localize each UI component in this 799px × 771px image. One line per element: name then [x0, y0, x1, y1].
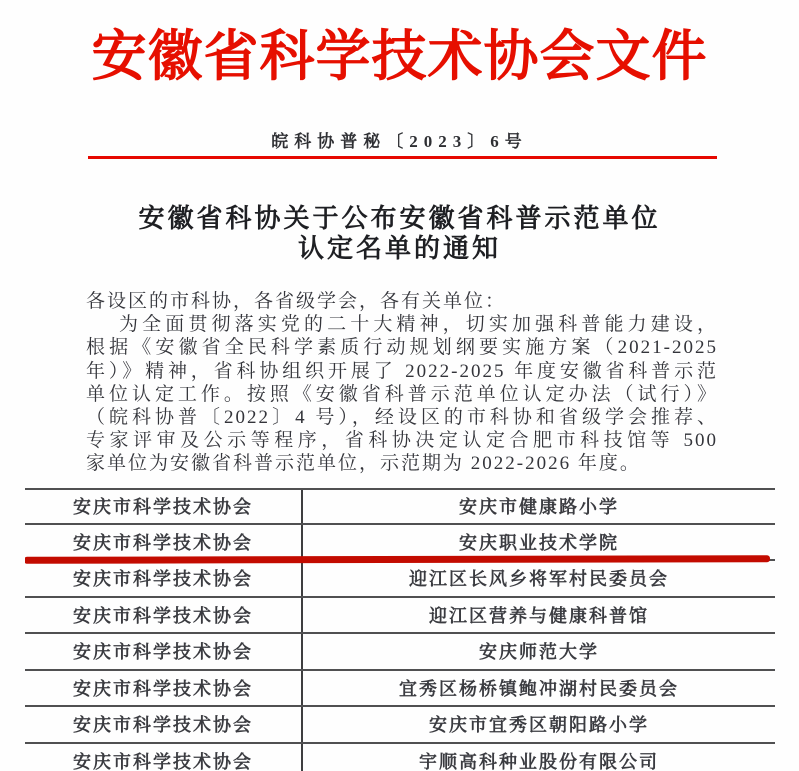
- table-cell-unit: 安庆市宜秀区朝阳路小学: [429, 715, 649, 736]
- table-cell-org: 安庆市科学技术协会: [25, 634, 303, 669]
- table-cell-org: 安庆市科学技术协会: [25, 707, 303, 742]
- letterhead-red-rule: [88, 156, 717, 159]
- body-line: （皖科协普〔2022〕4 号），经设区的市科协和省级学会推荐、: [86, 407, 718, 429]
- table-row: [25, 488, 775, 525]
- unit-table: [25, 488, 775, 771]
- notice-body: [86, 290, 718, 476]
- notice-title-line2: 认定名单的通知: [297, 234, 501, 263]
- table-cell-org: 安庆市科学技术协会: [25, 525, 303, 560]
- table-cell-org: 安庆市科学技术协会: [25, 671, 303, 706]
- body-line: 根据《安徽省全民科学素质行动规划纲要实施方案（2021-2025: [86, 337, 718, 359]
- table-cell-unit: 宇顺高科种业股份有限公司: [419, 751, 659, 771]
- table-row: [25, 744, 775, 771]
- table-row: [25, 671, 775, 708]
- letterhead-title: 安徽省科学技术协会文件: [91, 26, 708, 87]
- table-cell-org: 安庆市科学技术协会: [25, 490, 303, 523]
- table-cell-unit: 安庆职业技术学院: [459, 532, 619, 553]
- table-row: [25, 634, 775, 671]
- table-cell-unit: 迎江区长风乡将军村民委员会: [409, 569, 669, 590]
- table-cell-unit: 宜秀区杨桥镇鲍冲湖村民委员会: [399, 678, 679, 699]
- table-cell-org: 安庆市科学技术协会: [25, 744, 303, 771]
- table-cell-unit: 安庆师范大学: [479, 642, 599, 663]
- body-line: 为全面贯彻落实党的二十大精神，切实加强科普能力建设，: [119, 314, 718, 336]
- notice-title-line1: 安徽省科协关于公布安徽省科普示范单位: [138, 204, 661, 233]
- table-row: [25, 707, 775, 744]
- table-cell-org: 安庆市科学技术协会: [25, 561, 303, 596]
- table-row: [25, 598, 775, 635]
- body-salutation: 各设区的市科协，各省级学会，各有关单位：: [86, 291, 507, 312]
- notice-title: [0, 204, 799, 264]
- table-cell-org: 安庆市科学技术协会: [25, 598, 303, 633]
- body-line: 专家评审及公示等程序，省科协决定认定合肥市科技馆等 500: [86, 430, 718, 452]
- table-cell-unit: 安庆市健康路小学: [459, 497, 619, 518]
- body-line: 家单位为安徽省科普示范单位，示范期为 2022-2026 年度。: [86, 453, 641, 475]
- document-number: 皖科协普秘〔2023〕6号: [271, 132, 528, 151]
- table-cell-unit: 迎江区营养与健康科普馆: [429, 605, 649, 626]
- body-line: 年）》精神，省科协组织开展了 2022-2025 年度安徽省科普示范: [86, 360, 718, 382]
- body-line: 单位认定工作。按照《安徽省科普示范单位认定办法（试行）》: [86, 383, 718, 405]
- table-row: [25, 561, 775, 598]
